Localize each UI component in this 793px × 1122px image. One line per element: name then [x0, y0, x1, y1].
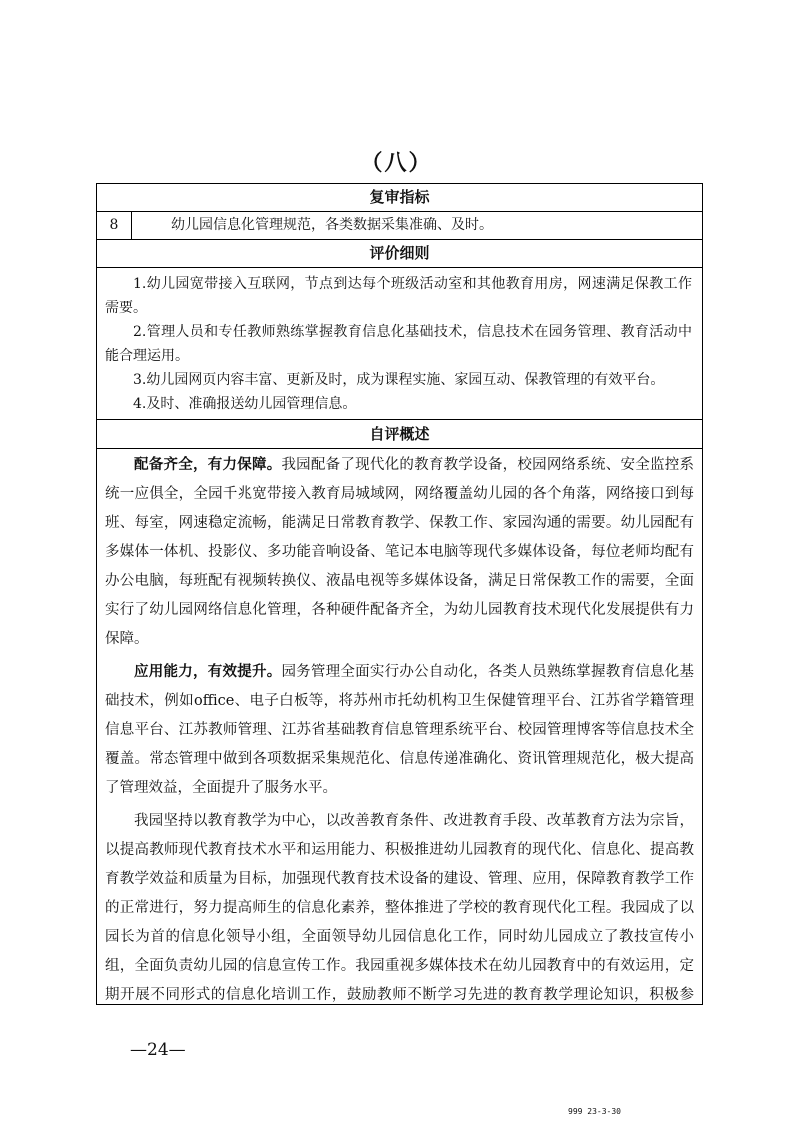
index-number: 8 — [97, 212, 132, 239]
criteria-heading: 评价细则 — [97, 240, 702, 268]
self-eval-body — [97, 449, 702, 1004]
paragraph-body: 园务管理全面实行办公自动化，各类人员熟练掌握教育信息化基础技术，例如office、电子白板等，将苏州市托幼机构卫生保健管理平台、江苏省学籍管理信息平台、江苏教师管理、江苏省基础教育信息管理系统平台、校园管理博客等信息技术全覆盖。常态管理中做到各项数据采集规范化、信息传递准确化、资讯管理规范化，极大提高了管理效益，全面提升了服务水平。 — [105, 664, 695, 796]
review-index-row — [97, 212, 702, 240]
self-eval-paragraph: 我园坚持以教育教学为中心，以改善教育条件、改进教育手段、改革教育方法为宗旨，以提高教师现代教育技术水平和运用能力、积极推进幼儿园教育的现代化、信息化、提高教育教学效益和质量为目标，加强现代教育技术设备的建设、管理、应用，保障教育教学工作的正常进行，努力提高师生的信息化素养，整体推进了学校的教育现代化工程。我园成了以园长为首的信息化领导小组，全面领导幼儿园信息化工作，同时幼儿园成立了教技宣传小组，全面负责幼儿园的信息宣传工作。我园重视多媒体技术在幼儿园教育中的有效运用，定期开展不同形式的信息化培训工作，鼓励教师不断学习先进的教育教学理论知识，积极参 — [105, 813, 694, 1003]
paragraph-lead: 应用能力，有效提升。 — [134, 664, 282, 680]
self-eval-paragraph — [105, 451, 694, 654]
review-index-heading: 复审指标 — [97, 184, 702, 212]
paragraph-body: 我园配备了现代化的教育教学设备，校园网络系统、安全监控系统一应俱全，全园千兆宽带接入教育局城域网，网络覆盖幼儿园的各个角落，网络接口到每班、每室，网速稳定流畅，能满足日常教育教学、保教工作、家园沟通的需要。幼儿园配有多媒体一体机、投影仪、多功能音响设备、笔记本电脑等现代多媒体设备，每位老师均配有办公电脑，每班配有视频转换仪、液晶电视等多媒体设备，满足日常保教工作的需要，全面实行了幼儿园网络信息化管理，各种硬件配备齐全，为幼儿园教育技术现代化发展提供有力保障。 — [105, 457, 695, 647]
criteria-item: 1.幼儿园宽带接入互联网，节点到达每个班级活动室和其他教育用房，网速满足保教工作需要。 — [105, 276, 692, 316]
criteria-item: 4.及时、准确报送幼儿园管理信息。 — [133, 396, 357, 412]
criteria-item: 2.管理人员和专任教师熟练掌握教育信息化基础技术，信息技术在园务管理、教育活动中能合理运用。 — [105, 324, 692, 364]
criteria-list — [97, 268, 702, 420]
paragraph-lead: 配备齐全，有力保障。 — [134, 457, 282, 473]
criteria-item: 3.幼儿园网页内容丰富、更新及时，成为课程实施、家园互动、保教管理的有效平台。 — [133, 372, 665, 388]
evaluation-table — [96, 183, 703, 1005]
index-text: 幼儿园信息化管理规范，各类数据采集准确、及时。 — [171, 217, 493, 233]
footer-stamp: 999 23-3-30 — [568, 1107, 621, 1116]
self-eval-paragraph — [105, 658, 694, 803]
section-title: （八） — [360, 150, 433, 176]
page-number: —24— — [130, 1040, 186, 1060]
self-eval-heading: 自评概述 — [97, 421, 702, 449]
